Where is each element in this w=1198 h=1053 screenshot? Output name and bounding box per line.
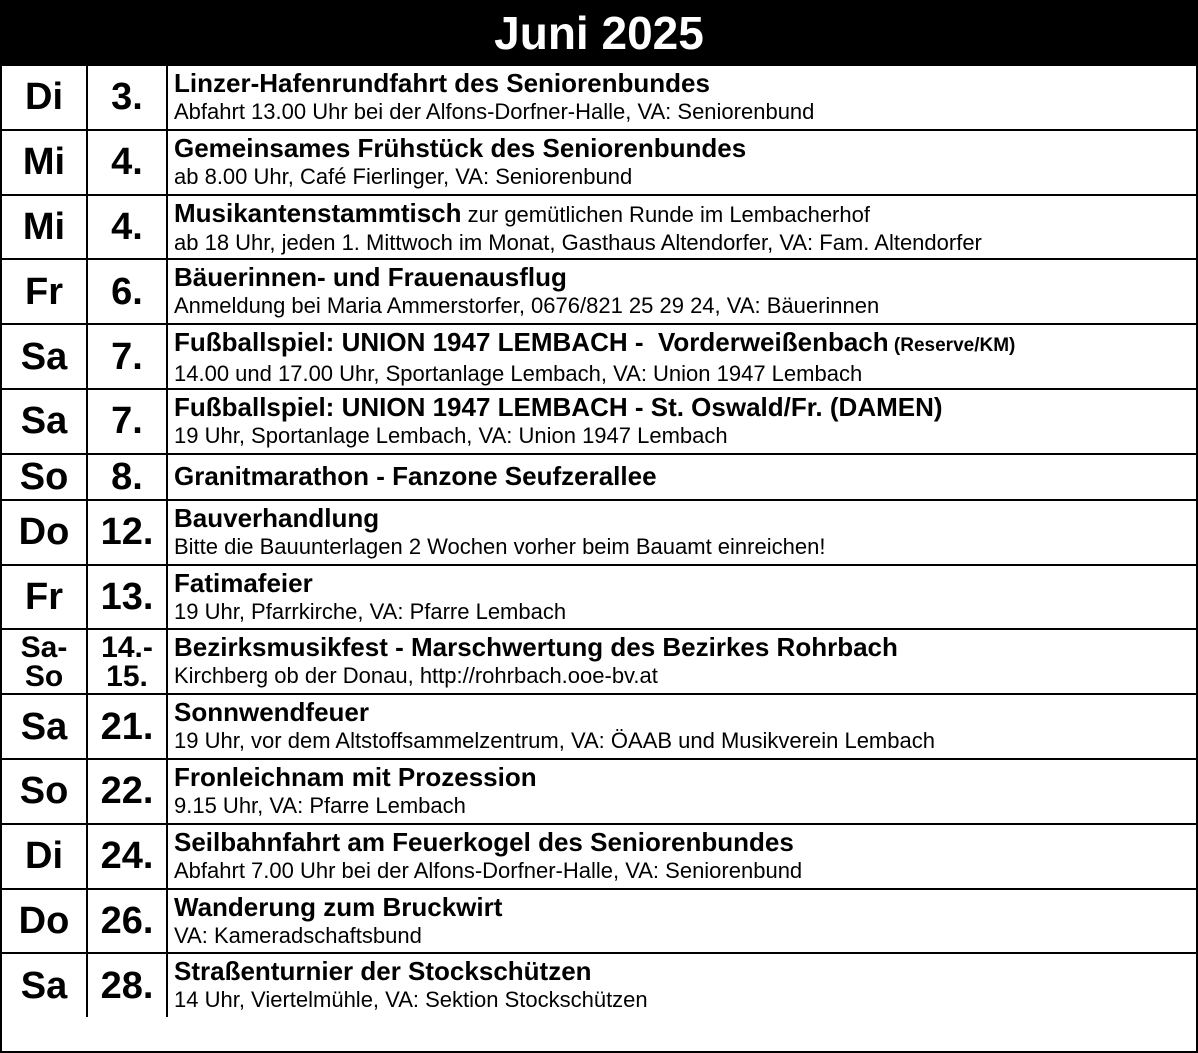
event-detail: Abfahrt 13.00 Uhr bei der Alfons-Dorfner-Halle, VA: Seniorenbund	[174, 99, 815, 124]
weekday-cell: Do	[2, 890, 88, 953]
date-cell: 7.	[88, 325, 168, 388]
date-cell: 21.	[88, 695, 168, 758]
weekday-cell: Mi	[2, 131, 88, 194]
month-title: Juni 2025	[2, 2, 1196, 64]
event-cell	[168, 825, 1196, 888]
event-cell	[168, 890, 1196, 953]
date-cell: 24.	[88, 825, 168, 888]
event-cell	[168, 630, 1196, 693]
weekday-end: So	[24, 659, 64, 693]
event-title: Bezirksmusikfest - Marschwertung des Bezirkes Rohrbach	[174, 632, 898, 663]
event-detail: 9.15 Uhr, VA: Pfarre Lembach	[174, 792, 466, 818]
event-row	[2, 453, 1196, 499]
event-cell	[168, 390, 1196, 453]
date-cell: 8.	[88, 455, 168, 499]
date-cell: 7.	[88, 390, 168, 453]
event-title: Fußballspiel: UNION 1947 LEMBACH - St. Oswald/Fr. (DAMEN)	[174, 391, 943, 422]
event-detail: 19 Uhr, Sportanlage Lembach, VA: Union 1947 Lembach	[174, 422, 728, 448]
weekday-cell: Di	[2, 825, 88, 888]
event-row	[2, 323, 1196, 388]
event-title: Gemeinsames Frühstück des Seniorenbundes	[174, 132, 747, 163]
date-cell	[88, 630, 168, 693]
date-cell: 4.	[88, 131, 168, 194]
event-row	[2, 693, 1196, 758]
weekday-cell: Mi	[2, 196, 88, 259]
event-cell	[168, 455, 1196, 499]
weekday-cell: Sa	[2, 695, 88, 758]
event-title: Fußballspiel: UNION 1947 LEMBACH - Vorderweißenbach	[174, 327, 889, 358]
weekday-cell: Di	[2, 66, 88, 129]
event-row	[2, 258, 1196, 323]
event-title: Bäuerinnen- und Frauenausflug	[174, 262, 567, 293]
event-cell	[168, 66, 1196, 129]
event-detail: 14 Uhr, Viertelmühle, VA: Sektion Stockschützen	[174, 987, 648, 1013]
date-cell: 4.	[88, 196, 168, 259]
event-row	[2, 564, 1196, 629]
event-cell	[168, 131, 1196, 194]
event-row	[2, 758, 1196, 823]
event-row	[2, 888, 1196, 953]
event-title: Seilbahnfahrt am Feuerkogel des Seniorenbundes	[174, 826, 794, 857]
event-detail: ab 18 Uhr, jeden 1. Mittwoch im Monat, Gasthaus Altendorfer, VA: Fam. Altendorfer	[174, 229, 982, 255]
event-detail: Abfahrt 7.00 Uhr bei der Alfons-Dorfner-Halle, VA: Seniorenbund	[174, 857, 803, 883]
event-title-line	[174, 328, 1196, 360]
event-detail: 19 Uhr, Pfarrkirche, VA: Pfarre Lembach	[174, 598, 567, 624]
event-title-extra: zur gemütlichen Runde im Lembacherhof	[461, 201, 870, 227]
event-title-line	[174, 199, 1196, 229]
event-detail: Anmeldung bei Maria Ammerstorfer, 0676/821 25 29 24, VA: Bäuerinnen	[174, 293, 880, 319]
date-cell: 26.	[88, 890, 168, 953]
event-cell	[168, 695, 1196, 758]
event-cell	[168, 501, 1196, 564]
date-cell: 3.	[88, 66, 168, 129]
weekday-cell: Fr	[2, 566, 88, 629]
event-detail: VA: Kameradschaftsbund	[174, 922, 422, 948]
date-cell: 22.	[88, 760, 168, 823]
weekday-cell: Do	[2, 501, 88, 564]
date-cell: 12.	[88, 501, 168, 564]
event-title-extra: (Reserve/KM)	[888, 335, 1016, 357]
event-row	[2, 64, 1196, 129]
event-title: Fatimafeier	[174, 567, 313, 598]
date-cell: 13.	[88, 566, 168, 629]
weekday-start: Sa-	[20, 630, 68, 664]
event-detail: Bitte die Bauunterlagen 2 Wochen vorher beim Bauamt einreichen!	[174, 533, 826, 559]
event-row	[2, 823, 1196, 888]
date-end: 15.	[106, 659, 148, 693]
event-row	[2, 388, 1196, 453]
date-cell: 28.	[88, 954, 168, 1017]
event-detail: 19 Uhr, vor dem Altstoffsammelzentrum, VA: ÖAAB und Musikverein Lembach	[174, 728, 935, 754]
event-title: Wanderung zum Bruckwirt	[174, 891, 503, 922]
weekday-cell: So	[2, 455, 88, 499]
date-cell: 6.	[88, 260, 168, 323]
event-cell	[168, 954, 1196, 1017]
event-title: Bauverhandlung	[174, 502, 380, 533]
event-row	[2, 952, 1196, 1017]
weekday-cell: So	[2, 760, 88, 823]
event-title: Sonnwendfeuer	[174, 697, 370, 728]
event-cell	[168, 325, 1196, 388]
event-detail: Kirchberg ob der Donau, http://rohrbach.ooe-bv.at	[174, 663, 658, 689]
event-detail: ab 8.00 Uhr, Café Fierlinger, VA: Seniorenbund	[174, 163, 633, 189]
event-cell	[168, 760, 1196, 823]
event-title: Fronleichnam mit Prozession	[174, 761, 537, 792]
event-title: Granitmarathon - Fanzone Seufzerallee	[174, 461, 657, 492]
event-detail: 14.00 und 17.00 Uhr, Sportanlage Lembach, VA: Union 1947 Lembach	[174, 361, 863, 387]
date-start: 14.-	[101, 630, 153, 664]
event-title: Musikantenstammtisch	[174, 197, 462, 228]
event-row	[2, 499, 1196, 564]
event-cell	[168, 566, 1196, 629]
event-row	[2, 194, 1196, 259]
event-cell	[168, 196, 1196, 259]
weekday-cell: Sa	[2, 325, 88, 388]
event-row	[2, 129, 1196, 194]
event-title: Linzer-Hafenrundfahrt des Seniorenbundes	[174, 68, 710, 98]
weekday-cell: Sa	[2, 954, 88, 1017]
event-row	[2, 628, 1196, 693]
weekday-cell: Fr	[2, 260, 88, 323]
event-cell	[168, 260, 1196, 323]
weekday-cell: Sa	[2, 390, 88, 453]
weekday-cell	[2, 630, 88, 693]
event-title: Straßenturnier der Stockschützen	[174, 956, 592, 987]
